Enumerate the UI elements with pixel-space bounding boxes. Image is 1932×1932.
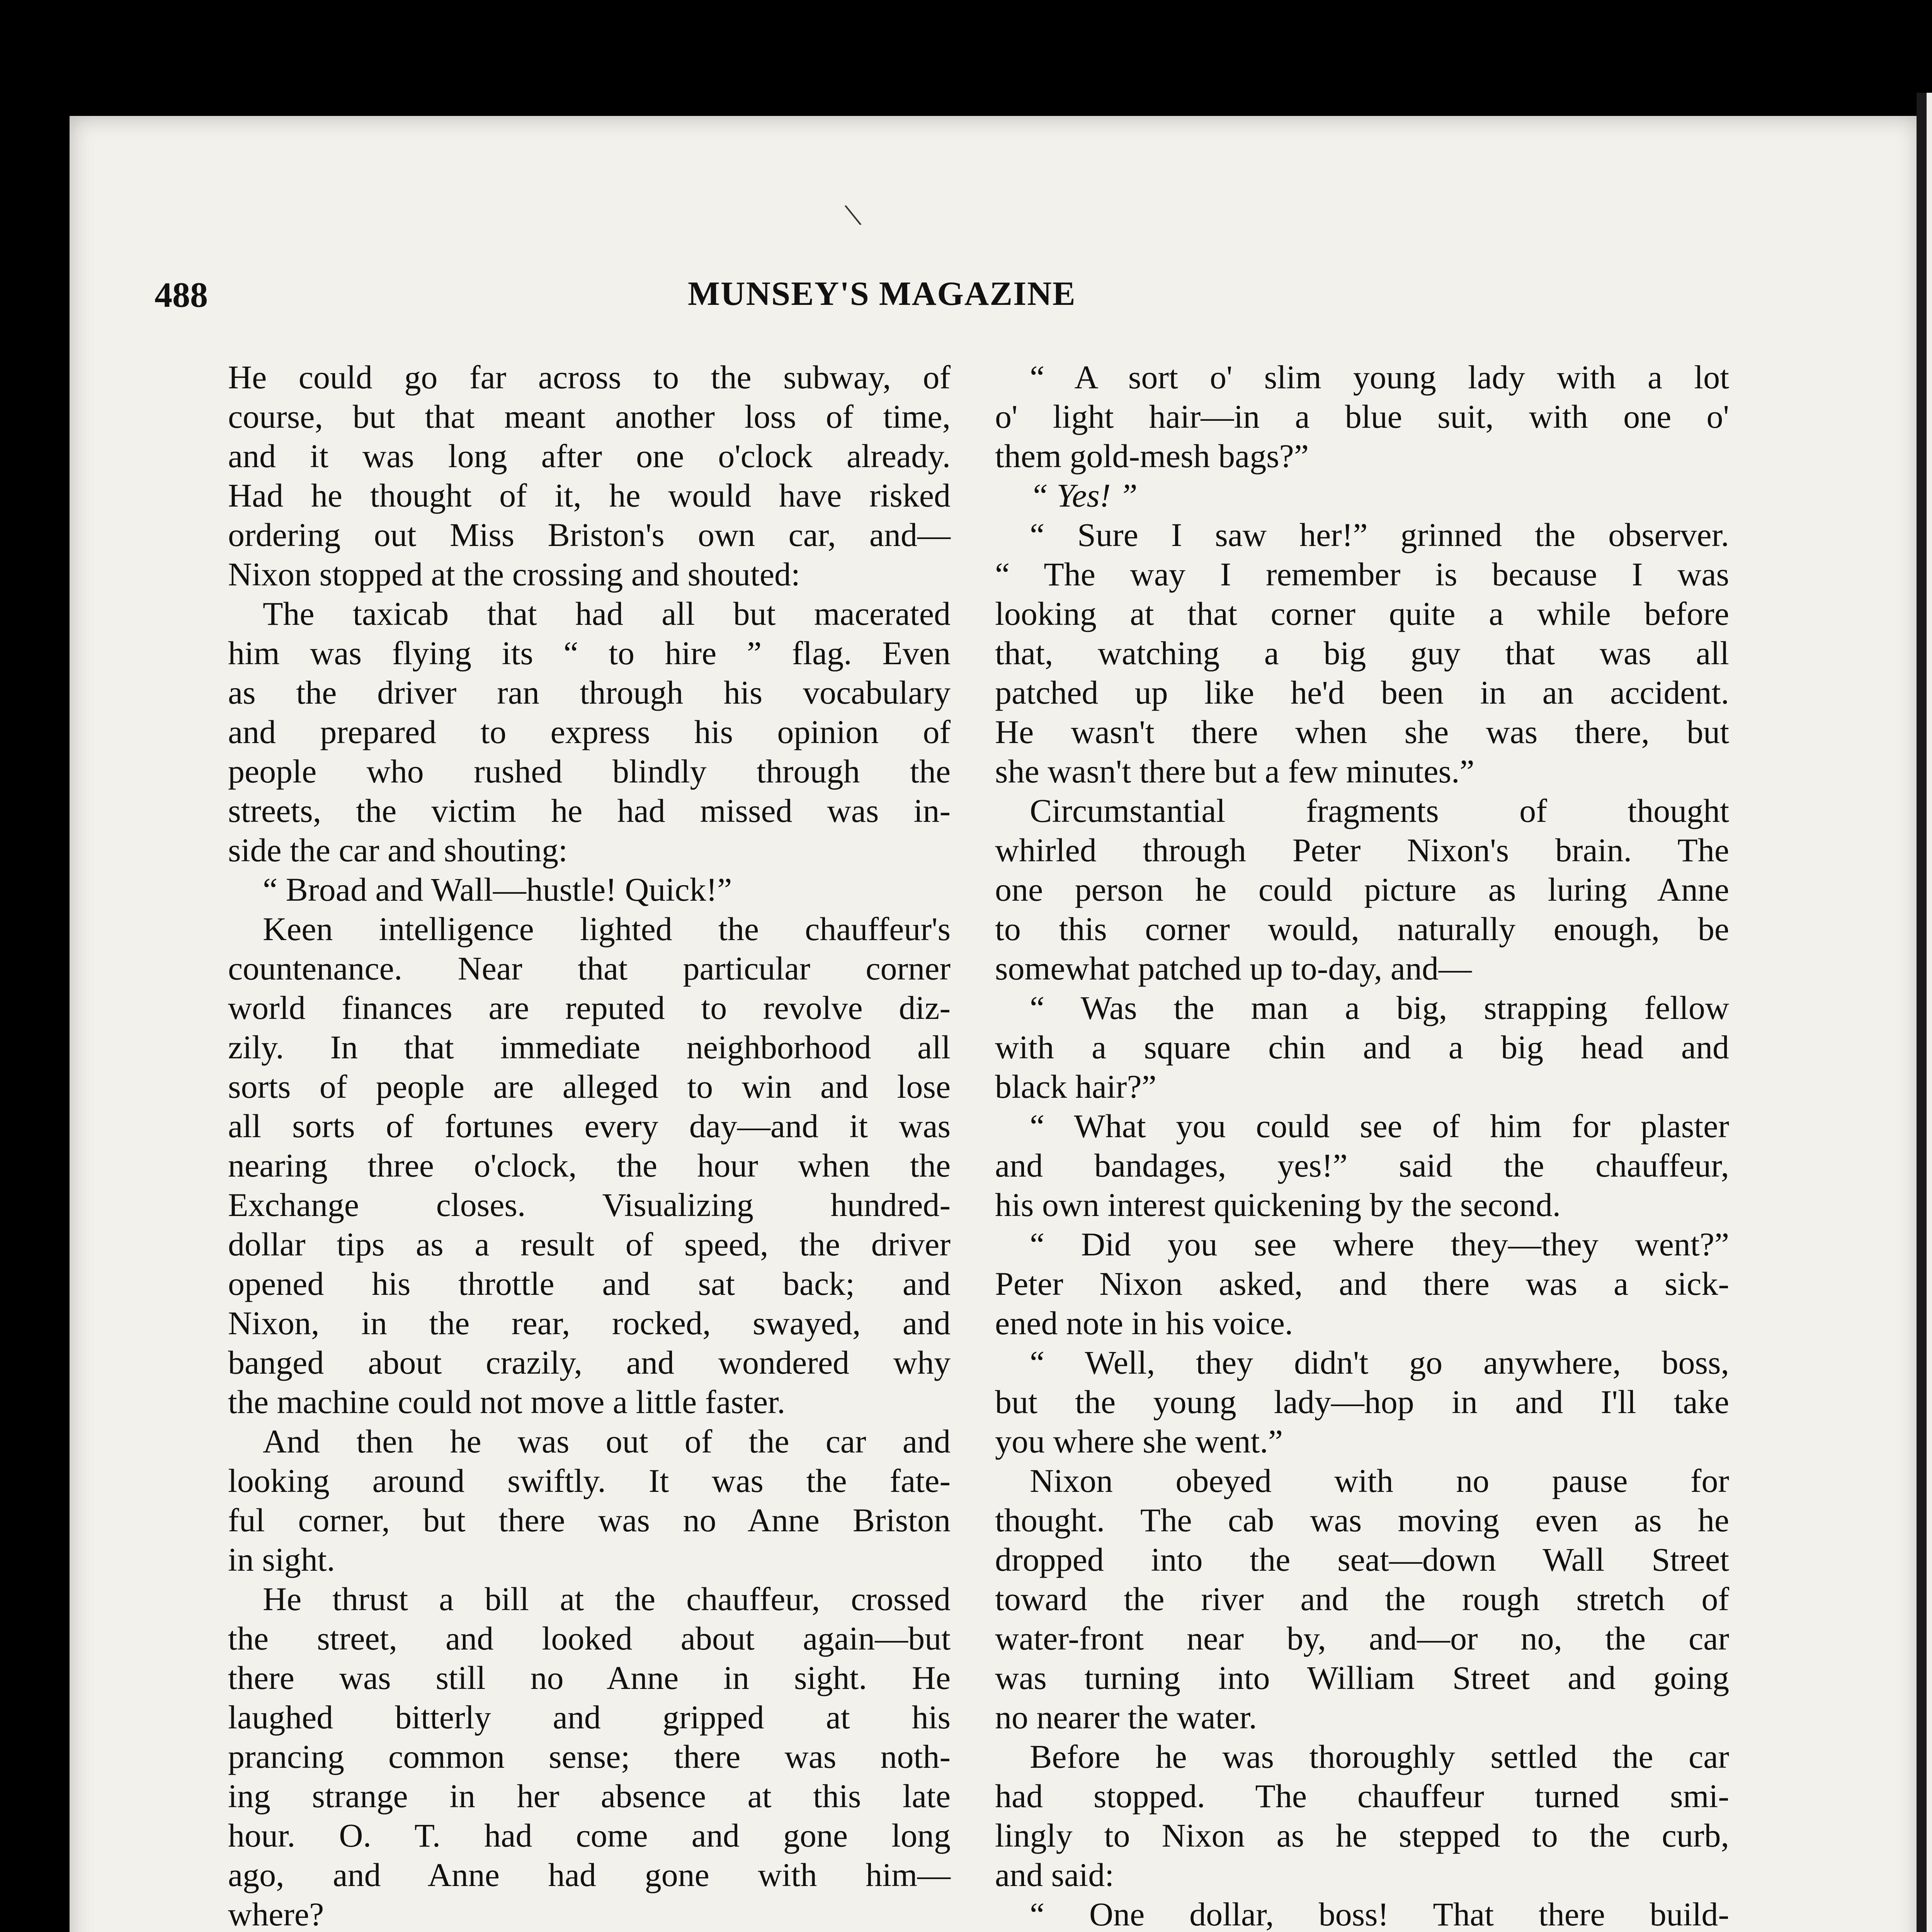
text-line: and prepared to express his opinion of [228, 713, 951, 750]
text-line: “ Did you see where they—they went?” [1030, 1226, 1729, 1263]
text-line: sorts of people are alleged to win and lose [228, 1068, 951, 1105]
text-line: there was still no Anne in sight. He [228, 1659, 951, 1696]
facing-page-edge [1917, 93, 1932, 1932]
text-line: Keen intelligence lighted the chauffeur's [263, 910, 951, 947]
text-line: “ Well, they didn't go anywhere, boss, [1030, 1344, 1729, 1381]
text-line: thought. The cab was moving even as he [995, 1502, 1729, 1539]
text-line: dropped into the seat—down Wall Street [995, 1541, 1729, 1578]
text-line: as the driver ran through his vocabulary [228, 674, 951, 711]
text-line: course, but that meant another loss of time, [228, 398, 951, 435]
text-line: “ Broad and Wall—hustle! Quick!” [263, 871, 732, 908]
text-line: Exchange closes. Visualizing hundred- [228, 1186, 951, 1223]
text-line: the street, and looked about again—but [228, 1620, 951, 1657]
text-line: his own interest quickening by the second. [995, 1186, 1561, 1223]
text-line: Peter Nixon asked, and there was a sick- [995, 1265, 1729, 1302]
text-line: people who rushed blindly through the [228, 753, 951, 790]
page-number: 488 [155, 275, 208, 315]
text-line: Nixon stopped at the crossing and shouted: [228, 556, 800, 593]
text-line: looking around swiftly. It was the fate- [228, 1462, 951, 1499]
text-line: “ One dollar, boss! That there build- [1030, 1896, 1729, 1932]
text-line: she wasn't there but a few minutes.” [995, 753, 1475, 790]
text-line: prancing common sense; there was noth- [228, 1738, 951, 1775]
text-line: laughed bitterly and gripped at his [228, 1699, 951, 1736]
text-line: but the young lady—hop in and I'll take [995, 1383, 1729, 1420]
text-line: nearing three o'clock, the hour when the [228, 1147, 951, 1184]
text-line: “ Was the man a big, strapping fellow [1030, 989, 1729, 1026]
text-line: Nixon obeyed with no pause for [1030, 1462, 1729, 1499]
right-text-column [995, 357, 1729, 1932]
text-line: Nixon, in the rear, rocked, swayed, and [228, 1304, 951, 1342]
text-line: “ The way I remember is because I was [995, 556, 1729, 593]
text-line: ing strange in her absence at this late [228, 1777, 951, 1815]
text-line: and it was long after one o'clock already. [228, 437, 951, 474]
text-line: He wasn't there when she was there, but [995, 713, 1729, 750]
text-line: o' light hair—in a blue suit, with one o' [995, 398, 1729, 435]
text-line: black hair?” [995, 1068, 1156, 1105]
text-line: “ A sort o' slim young lady with a lot [1030, 359, 1729, 396]
text-line: “ Yes! ” [1030, 477, 1138, 514]
text-line: world finances are reputed to revolve diz- [228, 989, 951, 1026]
text-line: And then he was out of the car and [263, 1423, 951, 1460]
left-text-column [228, 357, 951, 1932]
text-line: all sorts of fortunes every day—and it was [228, 1107, 951, 1145]
text-line: Circumstantial fragments of thought [1030, 792, 1729, 829]
text-line: opened his throttle and sat back; and [228, 1265, 951, 1302]
text-line: in sight. [228, 1541, 335, 1578]
text-line: ago, and Anne had gone with him— [228, 1856, 951, 1893]
running-title: MUNSEY'S MAGAZINE [688, 275, 1076, 313]
text-line: dollar tips as a result of speed, the driver [228, 1226, 951, 1263]
text-line: ordering out Miss Briston's own car, and— [228, 516, 951, 553]
text-line: lingly to Nixon as he stepped to the curb, [995, 1817, 1729, 1854]
page-header [155, 274, 1774, 328]
text-line: looking at that corner quite a while before [995, 595, 1729, 632]
text-line: banged about crazily, and wondered why [228, 1344, 951, 1381]
text-line: and bandages, yes!” said the chauffeur, [995, 1147, 1729, 1184]
text-line: side the car and shouting: [228, 832, 568, 869]
text-line: ful corner, but there was no Anne Briston [228, 1502, 951, 1539]
text-line: the machine could not move a little faster. [228, 1383, 786, 1420]
text-line: with a square chin and a big head and [995, 1029, 1729, 1066]
text-line: water-front near by, and—or no, the car [995, 1620, 1729, 1657]
text-line: The taxicab that had all but macerated [263, 595, 951, 632]
text-line: you where she went.” [995, 1423, 1283, 1460]
text-line: them gold-mesh bags?” [995, 437, 1309, 474]
text-line: He could go far across to the subway, of [228, 359, 951, 396]
text-line: one person he could picture as luring Anne [995, 871, 1729, 908]
text-line: Before he was thoroughly settled the car [1030, 1738, 1729, 1775]
text-line: whirled through Peter Nixon's brain. The [995, 832, 1729, 869]
text-line: patched up like he'd been in an accident. [995, 674, 1729, 711]
text-line: where? [228, 1896, 324, 1932]
text-line: was turning into William Street and going [995, 1659, 1729, 1696]
text-line: somewhat patched up to-day, and— [995, 950, 1472, 987]
text-line: ened note in his voice. [995, 1304, 1293, 1342]
text-line: no nearer the water. [995, 1699, 1257, 1736]
text-line: hour. O. T. had come and gone long [228, 1817, 951, 1854]
text-line: toward the river and the rough stretch of [995, 1580, 1729, 1617]
text-line: had stopped. The chauffeur turned smi- [995, 1777, 1729, 1815]
text-line: He thrust a bill at the chauffeur, crossed [263, 1580, 951, 1617]
text-line: streets, the victim he had missed was in- [228, 792, 951, 829]
text-line: him was flying its “ to hire ” flag. Even [228, 634, 951, 672]
text-line: “ Sure I saw her!” grinned the observer. [1030, 516, 1729, 553]
text-line: countenance. Near that particular corner [228, 950, 951, 987]
text-line: that, watching a big guy that was all [995, 634, 1729, 672]
text-line: Had he thought of it, he would have risked [228, 477, 951, 514]
text-line: to this corner would, naturally enough, be [995, 910, 1729, 947]
text-line: and said: [995, 1856, 1114, 1893]
text-line: zily. In that immediate neighborhood all [228, 1029, 951, 1066]
stray-ink-mark: \ [842, 195, 864, 235]
text-line: “ What you could see of him for plaster [1030, 1107, 1729, 1145]
